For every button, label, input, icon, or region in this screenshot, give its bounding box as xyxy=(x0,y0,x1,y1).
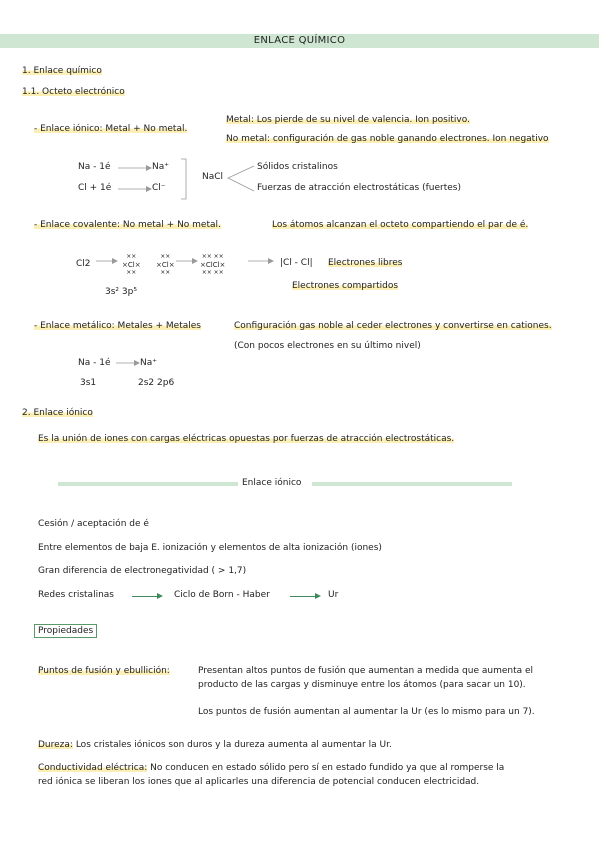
ciclo-arrow-line xyxy=(290,596,316,597)
covalent-bond-label: - Enlace covalente: No metal + No metal. xyxy=(34,220,221,230)
conductividad-line-2: red iónica se liberan los iones que al aplicarles una diferencia de potencial conducen electricidad. xyxy=(38,777,480,787)
redes-arrow-line xyxy=(132,596,158,597)
section-heading-2: 2. Enlace iónico xyxy=(22,408,93,418)
lewis-cl-2: ×× ×Cl× ×× xyxy=(156,253,175,276)
redes-arrow-head xyxy=(157,593,163,599)
divider-left xyxy=(58,482,238,486)
shared-electrons-label: Electrones compartidos xyxy=(292,281,399,291)
conductividad-line-1: Conductividad eléctrica: No conducen en estado sólido pero sí en estado fundido ya que al romperse la xyxy=(38,763,505,773)
metallic-bond-label: - Enlace metálico: Metales + Metales xyxy=(34,321,201,331)
ionic-arrows xyxy=(118,162,152,198)
divider-right xyxy=(312,482,512,486)
cl2-label: Cl2 xyxy=(76,259,91,269)
dureza-line: Dureza: Los cristales iónicos son duros y la dureza aumenta al aumentar la Ur. xyxy=(38,740,392,750)
ionic-eq1-right: Na⁺ xyxy=(152,162,169,172)
fusion-text-1: Presentan altos puntos de fusión que aumentan a medida que aumenta el xyxy=(198,666,534,676)
nacl-label: NaCl xyxy=(202,172,224,182)
metallic-eq-right: Na⁺ xyxy=(140,358,157,368)
covalent-note: Los átomos alcanzan el octeto compartiendo el par de é. xyxy=(272,220,529,230)
metallic-note-1: Configuración gas noble al ceder electrones y convertirse en cationes. xyxy=(234,321,552,331)
nonmetal-note: No metal: configuración de gas noble ganando electrones. Ion negativo xyxy=(226,134,549,144)
fusion-text-2: producto de las cargas y disminuye entre los átomos (para sacar un 10). xyxy=(198,680,526,690)
lewis-cl-1: ×× ×Cl× ×× xyxy=(122,253,141,276)
free-electrons-label: Electrones libres xyxy=(328,258,403,268)
metallic-cfg-left: 3s1 xyxy=(80,378,97,388)
metal-note: Metal: Los pierde de su nivel de valencia. Ion positivo. xyxy=(226,115,470,125)
ionic-line-1: Cesión / aceptación de é xyxy=(38,519,149,529)
ciclo-label: Ciclo de Born - Haber xyxy=(174,590,270,600)
ionic-eq2-left: Cl + 1é xyxy=(78,183,112,193)
cl-cl-bond: |Cl - Cl| xyxy=(280,258,313,268)
bond-arrow xyxy=(248,256,274,266)
metallic-arrow xyxy=(116,358,140,368)
nacl-prop-2: Fuerzas de atracción electrostáticas (fuertes) xyxy=(257,183,461,193)
metallic-cfg-right: 2s2 2p6 xyxy=(138,378,175,388)
ur-label: Ur xyxy=(328,590,339,600)
divider-label: Enlace iónico xyxy=(242,478,302,488)
redes-label: Redes cristalinas xyxy=(38,590,114,600)
subsection-heading: 1.1. Octeto electrónico xyxy=(22,87,125,97)
ionic-eq1-left: Na - 1é xyxy=(78,162,111,172)
ionic-bracket xyxy=(180,158,188,200)
section-heading-1: 1. Enlace químico xyxy=(22,66,102,76)
ionic-line-2: Entre elementos de baja E. ionización y elementos de alta ionización (iones) xyxy=(38,543,382,553)
cl-configuration: 3s² 3p⁵ xyxy=(105,287,137,297)
metallic-note-2: (Con pocos electrones en su último nivel) xyxy=(234,341,421,351)
fusion-label: Puntos de fusión y ebullición: xyxy=(38,666,170,676)
propiedades-box: Propiedades xyxy=(34,624,97,638)
ciclo-arrow-head xyxy=(315,593,321,599)
ionic-line-3: Gran diferencia de electronegatividad ( > 1,7) xyxy=(38,566,247,576)
metallic-eq-left: Na - 1é xyxy=(78,358,111,368)
lewis-arrow xyxy=(176,256,198,266)
nacl-branch xyxy=(226,164,256,194)
lewis-cl2-molecule: ×× ×× ×ClCl× ×× ×× xyxy=(200,253,226,276)
ionic-bond-label: - Enlace iónico: Metal + No metal. xyxy=(34,124,188,134)
page-title: ENLACE QUÍMICO xyxy=(253,35,346,46)
fusion-text-3: Los puntos de fusión aumentan al aumentar la Ur (es lo mismo para un 7). xyxy=(198,707,535,717)
nacl-prop-1: Sólidos cristalinos xyxy=(257,162,338,172)
ionic-definition: Es la unión de iones con cargas eléctricas opuestas por fuerzas de atracción electrostáticas. xyxy=(38,434,455,444)
cl2-arrow xyxy=(96,256,118,266)
ionic-eq2-right: Cl⁻ xyxy=(152,183,166,193)
